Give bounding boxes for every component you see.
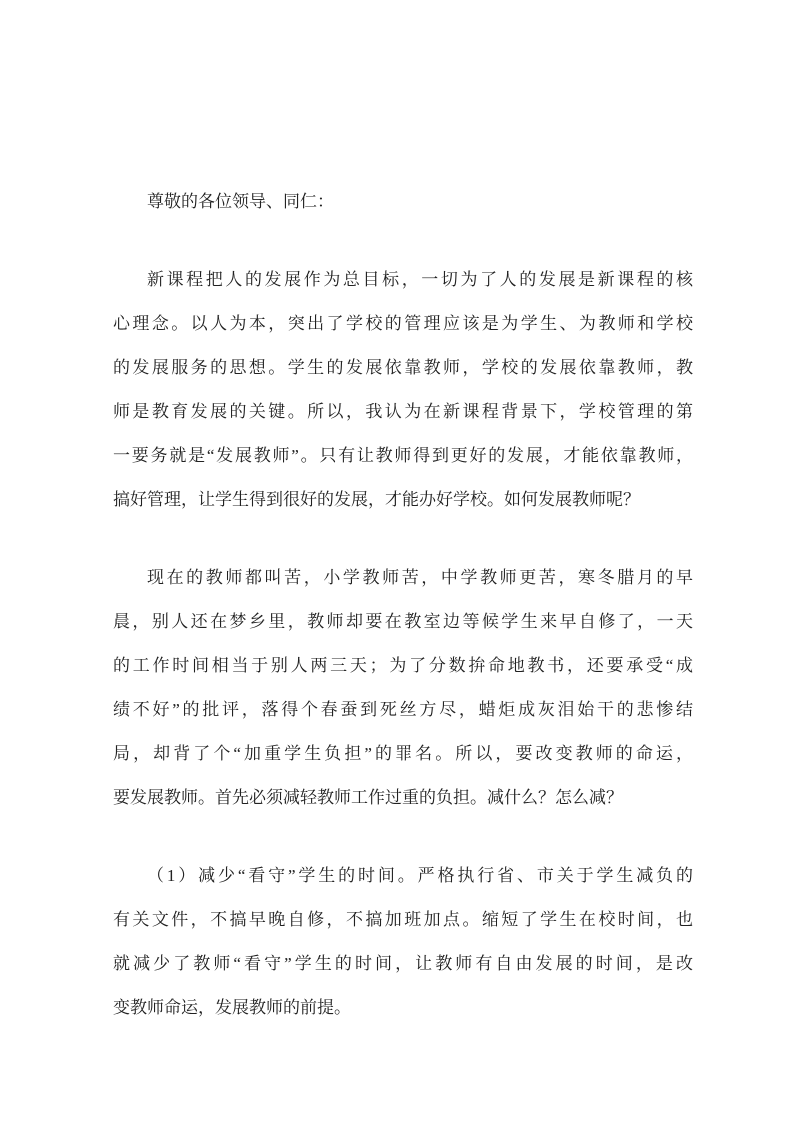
document-body xyxy=(113,258,693,1030)
text-line: 心理念。以人为本，突出了学校的管理应该是为学生、为教师和学校 xyxy=(113,314,693,333)
text-line: 的发展服务的思想。学生的发展依靠教师，学校的发展依靠教师，教 xyxy=(113,358,693,377)
salutation-line: 尊敬的各位领导、同仁： xyxy=(147,192,334,211)
paragraph xyxy=(113,556,693,820)
text-line: 搞好管理，让学生得到很好的发展，才能办好学校。如何发展教师呢？ xyxy=(113,490,640,509)
text-line: （1）减少“看守”学生的时间。严格执行省、市关于学生减负的 xyxy=(147,866,693,885)
text-line: 师是教育发展的关键。所以，我认为在新课程背景下，学校管理的第 xyxy=(113,402,693,421)
text-line: 一要务就是“发展教师”。只有让教师得到更好的发展，才能依靠教师， xyxy=(113,446,693,465)
text-line: 现在的教师都叫苦，小学教师苦，中学教师更苦，寒冬腊月的早 xyxy=(147,568,693,587)
paragraph xyxy=(113,854,693,1030)
text-line: 有关文件，不搞早晚自修，不搞加班加点。缩短了学生在校时间，也 xyxy=(113,910,693,929)
text-line: 变教师命运，发展教师的前提。 xyxy=(113,998,351,1017)
text-line: 绩不好”的批评，落得个春蚕到死丝方尽，蜡炬成灰泪始干的悲惨结 xyxy=(113,700,693,719)
text-line: 就减少了教师“看守”学生的时间，让教师有自由发展的时间，是改 xyxy=(113,954,693,973)
text-line: 的工作时间相当于别人两三天；为了分数拚命地教书，还要承受“成 xyxy=(113,656,693,675)
paragraph xyxy=(113,258,693,522)
text-line: 晨，别人还在梦乡里，教师却要在教室边等候学生来早自修了，一天 xyxy=(113,612,693,631)
text-line: 新课程把人的发展作为总目标，一切为了人的发展是新课程的核 xyxy=(147,270,693,289)
text-line: 要发展教师。首先必须减轻教师工作过重的负担。减什么？怎么减？ xyxy=(113,788,623,807)
document-content xyxy=(113,180,693,1030)
text-line: 局，却背了个“加重学生负担”的罪名。所以，要改变教师的命运， xyxy=(113,744,693,763)
